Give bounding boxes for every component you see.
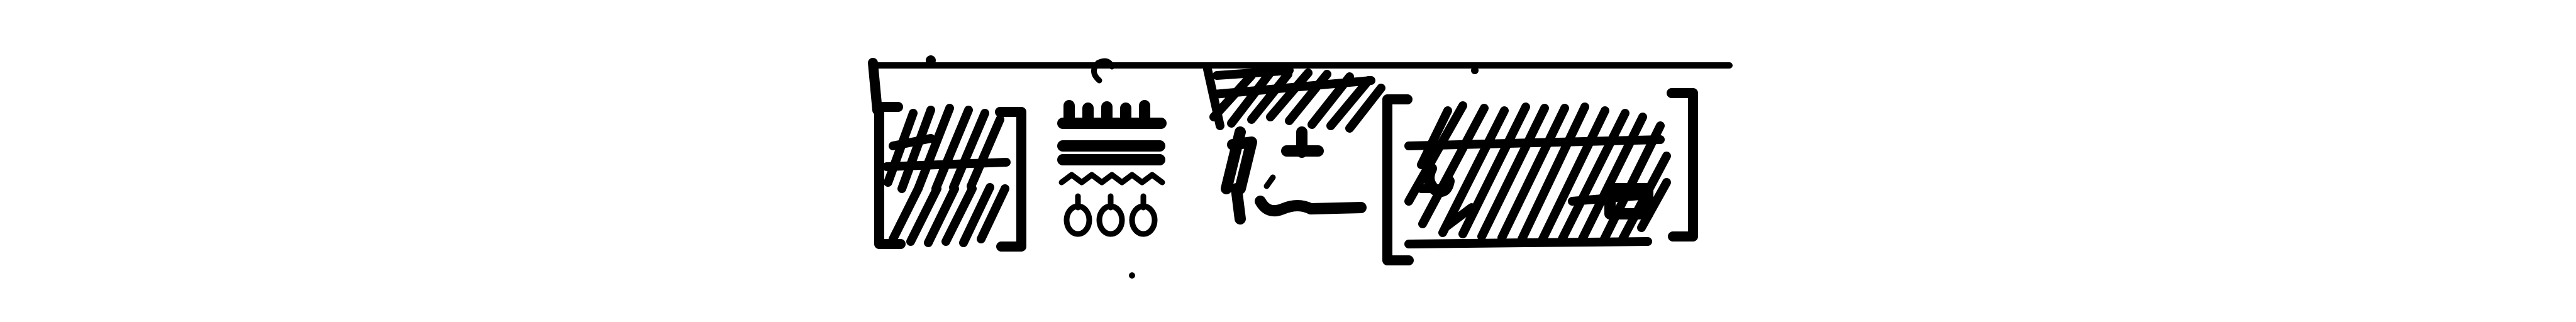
lacuna-right — [1387, 93, 1693, 260]
water-ripple-sign — [1062, 175, 1162, 182]
lacuna-right-close-bracket — [1672, 93, 1693, 236]
viper-sign — [1260, 201, 1361, 211]
comb-sign — [1063, 106, 1161, 123]
lacuna-left — [873, 63, 1021, 247]
water-and-jars-sign — [1062, 61, 1162, 234]
lacuna-left-close-bracket — [1000, 112, 1021, 247]
bar-sign — [1063, 146, 1160, 160]
jars-sign — [1067, 196, 1155, 234]
reed-sign — [1226, 132, 1252, 189]
lacuna-right-hatching — [1409, 106, 1667, 244]
loop-sign — [1094, 61, 1112, 80]
partially-damaged-signs — [1208, 69, 1381, 219]
damaged-signs-hatching — [1208, 69, 1381, 128]
t-sign — [1287, 132, 1318, 152]
stroke-sign — [1236, 189, 1240, 219]
lacuna-right-open-bracket — [1387, 99, 1409, 260]
lacuna-left-hatching — [887, 108, 1006, 243]
